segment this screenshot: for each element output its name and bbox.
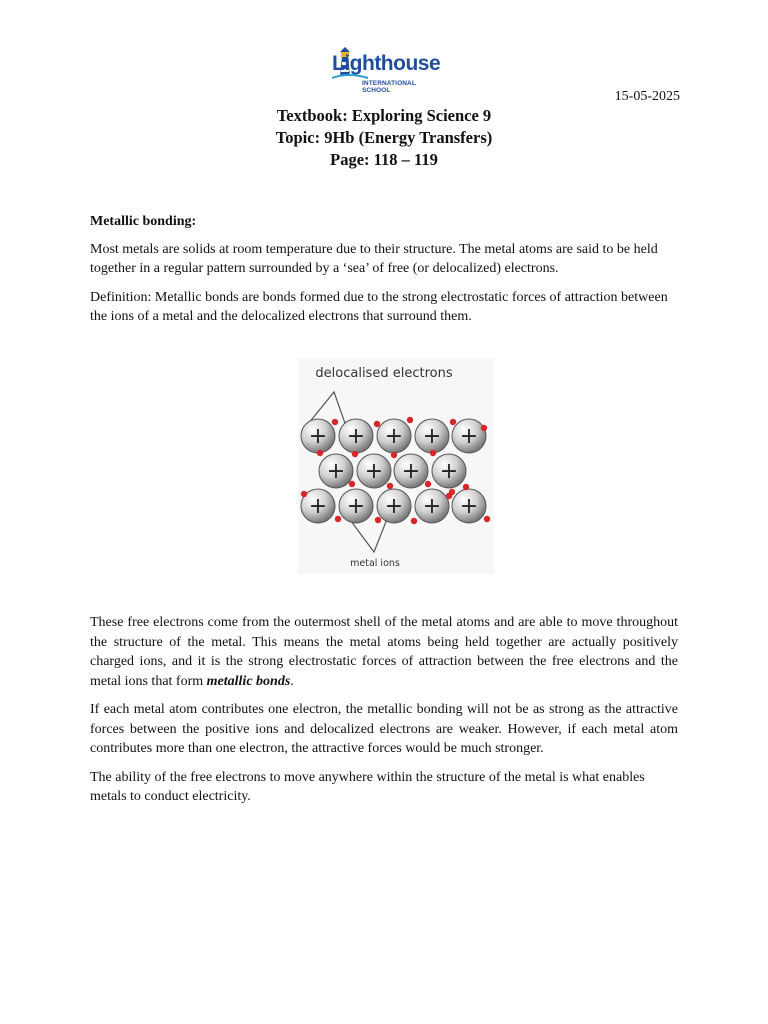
ion-charge-label: + — [401, 459, 421, 484]
topic-line: Topic: 9Hb (Energy Transfers) — [275, 128, 493, 147]
delocalised-electron-6 — [317, 450, 323, 456]
document-heading — [0, 105, 768, 171]
delocalised-electron-7 — [352, 451, 358, 457]
paragraph-conductivity: The ability of the free electrons to move anywhere within the structure of the metal is what enables metals to conduct electricity. — [90, 769, 645, 804]
document-date: 15-05-2025 — [614, 89, 680, 104]
delocalised-electron-13 — [463, 484, 469, 490]
logo-subtitle: INTERNATIONAL SCHOOL — [362, 80, 416, 94]
textbook-line: Textbook: Exploring Science 9 — [276, 106, 492, 125]
paragraph-free-electrons-text: These free electrons come from the outermost shell of the metal atoms and are able to move throughout the structure of the metal. This means the metal atoms being held together are actually positively charged ions, and it is the strong electrostatic forces of attraction between the free electrons and the metal ions that form — [90, 615, 678, 689]
delocalised-electron-5 — [481, 425, 487, 431]
metallic-bonding-diagram — [298, 358, 494, 574]
ion-charge-label: + — [346, 494, 366, 519]
school-logo — [328, 46, 442, 92]
ion-charge-label: + — [346, 424, 366, 449]
ion-charge-label: + — [459, 424, 479, 449]
delocalised-electron-10 — [349, 481, 355, 487]
delocalised-electron-11 — [387, 483, 393, 489]
delocalised-electron-8 — [391, 452, 397, 458]
ion-charge-label: + — [422, 494, 442, 519]
delocalised-electron-12 — [425, 481, 431, 487]
main-content — [90, 212, 678, 336]
paragraph-definition: Definition: Metallic bonds are bonds formed due to the strong electrostatic forces of attraction between the ions of a metal and the delocalized electrons that surround them. — [90, 289, 668, 324]
delocalised-electron-9 — [430, 450, 436, 456]
label-metal-ions: metal ions — [350, 558, 400, 569]
delocalised-electron-16 — [375, 517, 381, 523]
delocalised-electron-18 — [484, 516, 490, 522]
ion-charge-label: + — [384, 494, 404, 519]
logo-text: Lighthouse — [332, 52, 441, 75]
page-line: Page: 118 – 119 — [330, 150, 438, 169]
delocalised-electron-3 — [407, 417, 413, 423]
metallic-bonds-emphasis: metallic bonds — [206, 673, 291, 689]
ion-charge-label: + — [422, 424, 442, 449]
delocalised-electron-2 — [374, 421, 380, 427]
paragraph-free-electrons — [90, 613, 678, 691]
delocalised-electron-17 — [411, 518, 417, 524]
ion-charge-label: + — [364, 459, 384, 484]
label-delocalised-electrons: delocalised electrons — [315, 366, 453, 381]
delocalised-electron-20 — [446, 493, 452, 499]
lower-content — [90, 613, 678, 816]
delocalised-electron-19 — [301, 491, 307, 497]
ion-charge-label: + — [459, 494, 479, 519]
delocalised-electron-1 — [332, 419, 338, 425]
paragraph-structure: Most metals are solids at room temperature due to their structure. The metal atoms are said to be held together in a regular pattern surrounded by a ‘sea’ of free (or delocalized) electrons. — [90, 241, 658, 276]
ion-charge-label: + — [308, 424, 328, 449]
ion-charge-label: + — [308, 494, 328, 519]
ion-charge-label: + — [384, 424, 404, 449]
metallic-lattice-icon — [298, 358, 494, 574]
delocalised-electron-15 — [335, 516, 341, 522]
paragraph-free-electrons-end: . — [290, 673, 294, 689]
paragraph-contribution: If each metal atom contributes one electron, the metallic bonding will not be as strong as the attractive forces between the positive ions and delocalized electrons are weaker. However, if each metal atom contributes more than one electron, the attractive forces would be much stronger. — [90, 702, 678, 756]
delocalised-electron-4 — [450, 419, 456, 425]
ion-charge-label: + — [326, 459, 346, 484]
section-title: Metallic bonding: — [90, 214, 197, 229]
ion-charge-label: + — [439, 459, 459, 484]
